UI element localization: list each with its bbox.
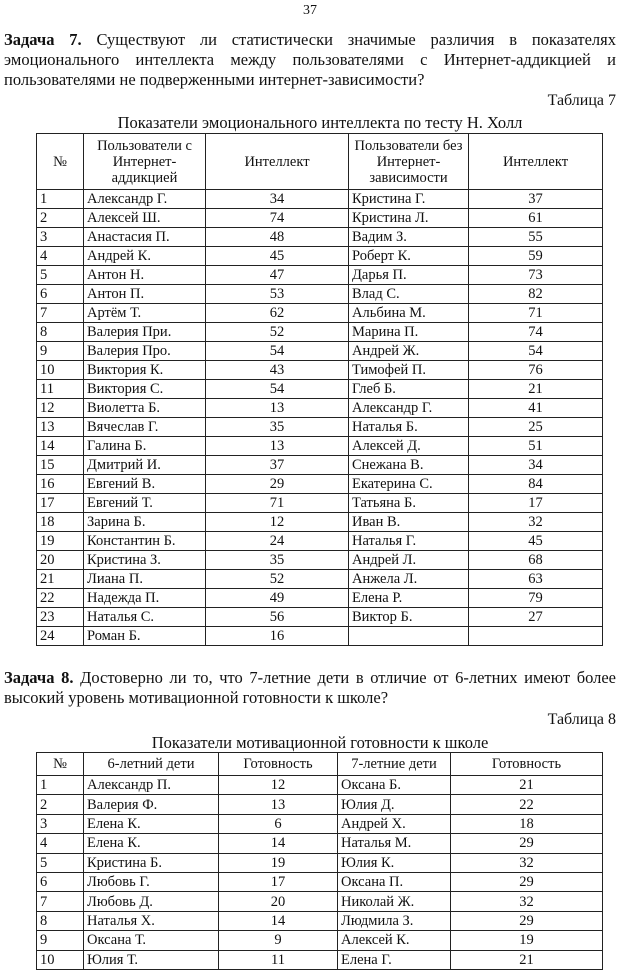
table-cell: 37	[206, 456, 349, 475]
table-cell: Андрей Х.	[338, 814, 451, 833]
task8-header-cell: №	[37, 753, 84, 776]
table-cell: 2	[37, 209, 84, 228]
table-row	[37, 266, 603, 285]
table-cell: 9	[219, 931, 338, 950]
table-cell: Юлия К.	[338, 853, 451, 872]
table-cell: 9	[37, 931, 84, 950]
table-cell: 16	[206, 627, 349, 646]
table-cell: 5	[37, 853, 84, 872]
table-cell: 76	[469, 361, 603, 380]
table-cell: 12	[37, 399, 84, 418]
table-cell: 27	[469, 608, 603, 627]
table-cell: Виктор Б.	[349, 608, 469, 627]
task8-header-cell: Готовность	[219, 753, 338, 776]
table-cell: 6	[37, 872, 84, 891]
table-row	[37, 950, 603, 969]
table-cell: Надежда П.	[84, 589, 206, 608]
table-cell: Валерия Ф.	[84, 795, 219, 814]
table-7-caption: Показатели эмоционального интеллекта по тесту Н. Холл	[117, 113, 523, 132]
table-cell: Константин Б.	[84, 532, 206, 551]
table-cell: 71	[469, 304, 603, 323]
table-cell: Оксана Б.	[338, 776, 451, 795]
table-cell: Вячеслав Г.	[84, 418, 206, 437]
table-cell: Лиана П.	[84, 570, 206, 589]
table-cell: 29	[451, 834, 603, 853]
table-cell: 61	[469, 209, 603, 228]
table-row	[37, 776, 603, 795]
table-cell: Татьяна Б.	[349, 494, 469, 513]
task8-header-cell: Готовность	[451, 753, 603, 776]
table-cell: 35	[206, 418, 349, 437]
table-cell: 25	[469, 418, 603, 437]
table-cell: Наталья С.	[84, 608, 206, 627]
table-cell: 53	[206, 285, 349, 304]
table-8-body	[37, 776, 603, 970]
table-cell: 7	[37, 892, 84, 911]
table-row	[37, 853, 603, 872]
table-cell: Екатерина С.	[349, 475, 469, 494]
table-cell: Наталья Х.	[84, 911, 219, 930]
table-cell: 14	[219, 911, 338, 930]
table-cell: Елена Р.	[349, 589, 469, 608]
table-cell: 12	[206, 513, 349, 532]
table-7-body	[37, 190, 603, 646]
table-8-label: Таблица 8	[547, 711, 616, 728]
table-cell: 4	[37, 834, 84, 853]
table-row	[37, 228, 603, 247]
table-row	[37, 892, 603, 911]
table-cell: Зарина Б.	[84, 513, 206, 532]
table-cell: Елена К.	[84, 834, 219, 853]
table-cell: 29	[451, 872, 603, 891]
table-cell: 3	[37, 814, 84, 833]
table-cell: Наталья Б.	[349, 418, 469, 437]
table-cell: 8	[37, 911, 84, 930]
table-row	[37, 872, 603, 891]
table-cell: Артём Т.	[84, 304, 206, 323]
table-cell: 34	[469, 456, 603, 475]
table-cell: 48	[206, 228, 349, 247]
table-cell: 1	[37, 776, 84, 795]
table-cell: 73	[469, 266, 603, 285]
table-row	[37, 589, 603, 608]
task-7-label: Задача 7.	[4, 30, 82, 49]
table-cell: 71	[206, 494, 349, 513]
table-row	[37, 627, 603, 646]
table-row	[37, 475, 603, 494]
table-cell: 52	[206, 570, 349, 589]
table-cell: 21	[451, 950, 603, 969]
table-cell: Снежана В.	[349, 456, 469, 475]
table-row	[37, 437, 603, 456]
table-cell	[349, 627, 469, 646]
table-8-caption: Показатели мотивационной готовности к школе	[151, 733, 489, 752]
table-cell: 22	[37, 589, 84, 608]
table-cell: 23	[37, 608, 84, 627]
table-cell	[469, 627, 603, 646]
table-cell: 24	[37, 627, 84, 646]
table-row	[37, 814, 603, 833]
table-cell: 74	[469, 323, 603, 342]
task-7-text: Существуют ли статистически значимые различия в показателях эмоционального интеллекта между пользователями с Интернет-аддикцией и пользователями не подверженными интернет-зависимости?	[4, 30, 617, 89]
table-cell: 17	[469, 494, 603, 513]
table-cell: Любовь Г.	[84, 872, 219, 891]
table-cell: 18	[37, 513, 84, 532]
table-cell: 22	[451, 795, 603, 814]
table-row	[37, 570, 603, 589]
table-cell: 84	[469, 475, 603, 494]
table-cell: Александр Г.	[84, 190, 206, 209]
table-cell: 43	[206, 361, 349, 380]
table-cell: Галина Б.	[84, 437, 206, 456]
table-7	[36, 133, 603, 646]
table-cell: 8	[37, 323, 84, 342]
task-8-paragraph	[4, 668, 616, 708]
table-row	[37, 834, 603, 853]
table-row	[37, 285, 603, 304]
table-cell: 1	[37, 190, 84, 209]
table-cell: 20	[219, 892, 338, 911]
table-cell: 21	[451, 776, 603, 795]
table-row	[37, 190, 603, 209]
table-cell: Альбина М.	[349, 304, 469, 323]
table-cell: 19	[451, 931, 603, 950]
table-cell: 63	[469, 570, 603, 589]
table-cell: 59	[469, 247, 603, 266]
table-row	[37, 361, 603, 380]
task8-header-cell: 6-летний дети	[84, 753, 219, 776]
table-cell: Андрей К.	[84, 247, 206, 266]
table-cell: 19	[219, 853, 338, 872]
table-cell: Наталья Г.	[349, 532, 469, 551]
table-row	[37, 399, 603, 418]
table-cell: 45	[206, 247, 349, 266]
table-cell: Елена К.	[84, 814, 219, 833]
table-cell: Глеб Б.	[349, 380, 469, 399]
table-8-header	[37, 753, 603, 776]
table-cell: 68	[469, 551, 603, 570]
table-cell: 29	[451, 911, 603, 930]
table-cell: Тимофей П.	[349, 361, 469, 380]
table-cell: 82	[469, 285, 603, 304]
table-row	[37, 456, 603, 475]
table-cell: Роман Б.	[84, 627, 206, 646]
table-row	[37, 209, 603, 228]
table-row	[37, 551, 603, 570]
table-row	[37, 494, 603, 513]
table-cell: Юлия Т.	[84, 950, 219, 969]
table-cell: Кристина Л.	[349, 209, 469, 228]
task7-header-cell: №	[37, 134, 84, 190]
table-cell: 19	[37, 532, 84, 551]
table-cell: Иван В.	[349, 513, 469, 532]
table-cell: Андрей Л.	[349, 551, 469, 570]
table-cell: 7	[37, 304, 84, 323]
task7-header-cell: Пользователи без Интернет-зависимости	[349, 134, 469, 190]
table-cell: 51	[469, 437, 603, 456]
table-row	[37, 418, 603, 437]
table-cell: 54	[206, 380, 349, 399]
table-cell: Алексей Ш.	[84, 209, 206, 228]
table-row	[37, 911, 603, 930]
table-row	[37, 323, 603, 342]
task7-header-cell: Пользователи с Интернет-аддикцией	[84, 134, 206, 190]
table-cell: Оксана Т.	[84, 931, 219, 950]
table-cell: 41	[469, 399, 603, 418]
table-cell: 9	[37, 342, 84, 361]
table-row	[37, 304, 603, 323]
table-cell: Дмитрий И.	[84, 456, 206, 475]
table-cell: Виктория С.	[84, 380, 206, 399]
table-cell: Роберт К.	[349, 247, 469, 266]
table-cell: Александр Г.	[349, 399, 469, 418]
table-cell: Андрей Ж.	[349, 342, 469, 361]
table-cell: 15	[37, 456, 84, 475]
task-7-paragraph	[4, 30, 616, 90]
table-cell: Антон П.	[84, 285, 206, 304]
table-cell: Анжела Л.	[349, 570, 469, 589]
table-cell: 34	[206, 190, 349, 209]
table-cell: 13	[37, 418, 84, 437]
page-number: 37	[303, 3, 317, 18]
table-cell: 10	[37, 950, 84, 969]
table-cell: 17	[219, 872, 338, 891]
table-cell: 17	[37, 494, 84, 513]
table-cell: 56	[206, 608, 349, 627]
table-cell: 2	[37, 795, 84, 814]
table-cell: Дарья П.	[349, 266, 469, 285]
table-cell: 11	[219, 950, 338, 969]
table-cell: 5	[37, 266, 84, 285]
table-cell: 79	[469, 589, 603, 608]
table-cell: Виолетта Б.	[84, 399, 206, 418]
table-cell: Кристина З.	[84, 551, 206, 570]
table-cell: Александр П.	[84, 776, 219, 795]
table-cell: 14	[219, 834, 338, 853]
table-row	[37, 532, 603, 551]
table-cell: 32	[469, 513, 603, 532]
table-cell: 54	[206, 342, 349, 361]
table-cell: 29	[206, 475, 349, 494]
table-cell: Валерия Про.	[84, 342, 206, 361]
table-cell: 55	[469, 228, 603, 247]
table-row	[37, 342, 603, 361]
table-cell: 47	[206, 266, 349, 285]
table-cell: Юлия Д.	[338, 795, 451, 814]
table-cell: 62	[206, 304, 349, 323]
task-8-text: Достоверно ли то, что 7-летние дети в отличие от 6-летних имеют более высокий уровень мотивационной готовности к школе?	[4, 668, 616, 707]
table-cell: Виктория К.	[84, 361, 206, 380]
table-8	[36, 752, 603, 970]
table-cell: 10	[37, 361, 84, 380]
task-8-label: Задача 8.	[4, 668, 74, 687]
table-cell: 13	[219, 795, 338, 814]
table-row	[37, 247, 603, 266]
table-row	[37, 795, 603, 814]
table-cell: Алексей Д.	[349, 437, 469, 456]
table-cell: Любовь Д.	[84, 892, 219, 911]
table-cell: Антон Н.	[84, 266, 206, 285]
table-cell: 32	[451, 853, 603, 872]
table-cell: Людмила З.	[338, 911, 451, 930]
task7-header-cell: Интеллект	[206, 134, 349, 190]
table-cell: Оксана П.	[338, 872, 451, 891]
table-cell: Влад С.	[349, 285, 469, 304]
table-cell: 18	[451, 814, 603, 833]
table-cell: Кристина Б.	[84, 853, 219, 872]
table-cell: Евгений В.	[84, 475, 206, 494]
table-cell: 6	[37, 285, 84, 304]
table-cell: Кристина Г.	[349, 190, 469, 209]
table-cell: 37	[469, 190, 603, 209]
table-cell: Валерия При.	[84, 323, 206, 342]
table-cell: 32	[451, 892, 603, 911]
table-cell: Елена Г.	[338, 950, 451, 969]
table-cell: 12	[219, 776, 338, 795]
task7-header-cell: Интеллект	[469, 134, 603, 190]
table-cell: 45	[469, 532, 603, 551]
table-cell: Вадим З.	[349, 228, 469, 247]
table-row	[37, 608, 603, 627]
table-cell: 3	[37, 228, 84, 247]
table-cell: 21	[37, 570, 84, 589]
table-cell: 11	[37, 380, 84, 399]
table-cell: Марина П.	[349, 323, 469, 342]
table-7-label: Таблица 7	[547, 92, 616, 109]
table-cell: 14	[37, 437, 84, 456]
table-cell: 74	[206, 209, 349, 228]
table-cell: Анастасия П.	[84, 228, 206, 247]
table-row	[37, 513, 603, 532]
table-cell: Николай Ж.	[338, 892, 451, 911]
table-cell: 20	[37, 551, 84, 570]
table-cell: 6	[219, 814, 338, 833]
table-cell: 35	[206, 551, 349, 570]
table-cell: 21	[469, 380, 603, 399]
table-cell: Алексей К.	[338, 931, 451, 950]
table-cell: 13	[206, 399, 349, 418]
table-cell: 54	[469, 342, 603, 361]
task8-header-cell: 7-летние дети	[338, 753, 451, 776]
table-cell: 52	[206, 323, 349, 342]
table-7-header	[37, 134, 603, 190]
table-cell: 16	[37, 475, 84, 494]
table-cell: Евгений Т.	[84, 494, 206, 513]
table-cell: 24	[206, 532, 349, 551]
table-row	[37, 380, 603, 399]
table-cell: 49	[206, 589, 349, 608]
table-cell: Наталья М.	[338, 834, 451, 853]
table-cell: 4	[37, 247, 84, 266]
table-cell: 13	[206, 437, 349, 456]
table-row	[37, 931, 603, 950]
